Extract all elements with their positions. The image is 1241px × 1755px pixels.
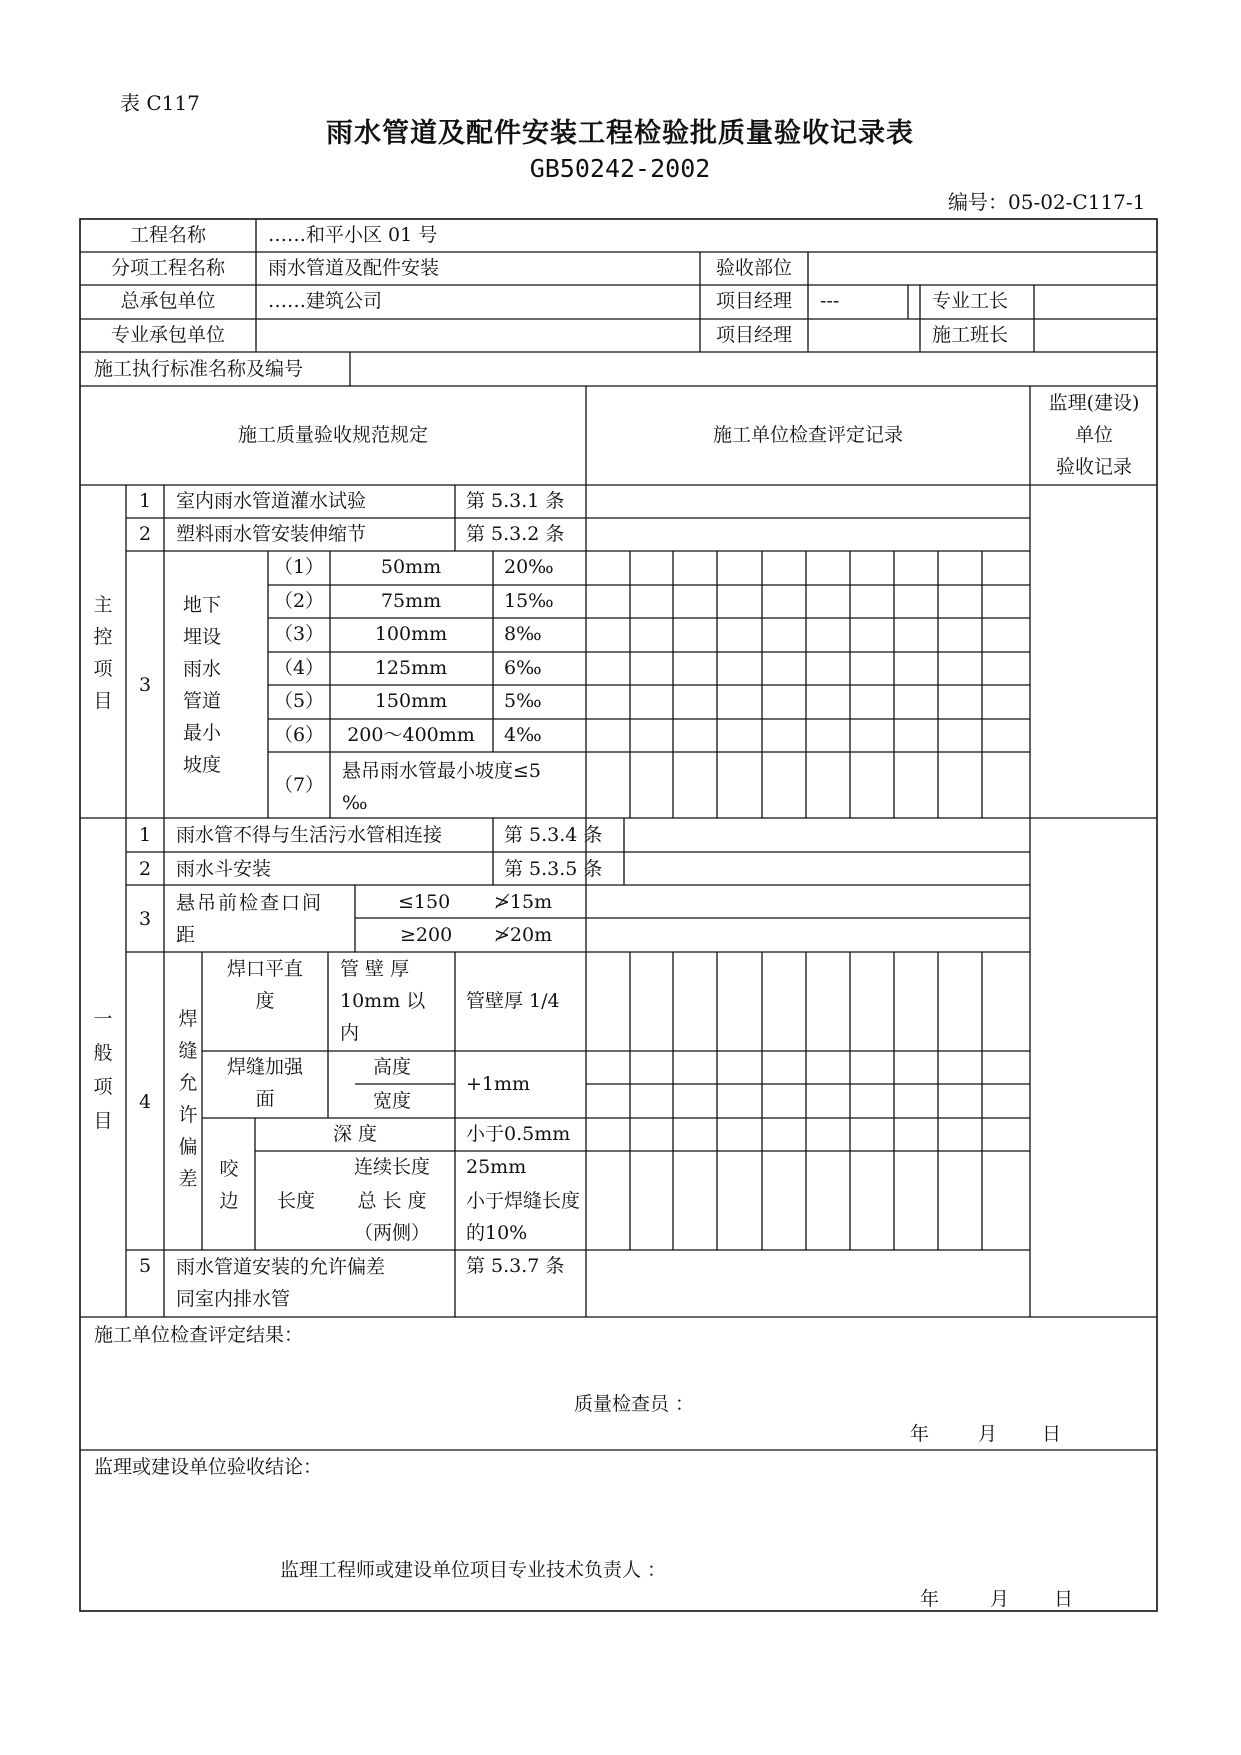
supervision-header-line3: 验收记录 [1055, 456, 1133, 478]
slope-row-size: 150mm [374, 690, 448, 712]
slope-row-size: 125mm [374, 657, 448, 679]
general-item5-no: 5 [138, 1255, 152, 1277]
sub-project-label: 分项工程名称 [110, 257, 226, 279]
general-item3-text-line2: 距 [176, 924, 196, 946]
slope-row-index: （5） [273, 690, 325, 712]
general-item2-clause: 第 5.3.5 条 [504, 858, 603, 880]
spec-column-header: 施工质量验收规范规定 [237, 424, 429, 446]
result-date-day: 日 [1042, 1423, 1062, 1445]
weld-sublabel-1: 焊 [178, 1008, 198, 1030]
slope-row-value: 4‰ [504, 724, 542, 746]
weld-wall-line1: 管 壁 厚 [340, 958, 410, 980]
general-item3-no: 3 [138, 908, 152, 930]
slope-row7-text-line1: 悬吊雨水管最小坡度≤5 [342, 760, 542, 782]
construction-result-label: 施工单位检查评定结果： [94, 1324, 304, 1346]
general-group-label-3: 项 [93, 1076, 113, 1098]
record-column-header: 施工单位检查评定记录 [712, 424, 904, 446]
weld-reinforcement-value: +1mm [466, 1073, 531, 1095]
general-item1-no: 1 [138, 824, 152, 846]
project-manager2-label: 项目经理 [715, 324, 793, 346]
foreman-label: 专业工长 [931, 290, 1009, 312]
sub-project-value: 雨水管道及配件安装 [268, 257, 440, 279]
undercut-length-label: 长度 [276, 1190, 316, 1212]
weld-height-label: 高度 [372, 1056, 412, 1078]
weld-width-label: 宽度 [372, 1090, 412, 1112]
project-manager-value: --- [820, 290, 840, 312]
main-item2-no: 2 [138, 523, 152, 545]
weld-sublabel-2: 缝 [178, 1040, 198, 1062]
slope-row-size: 100mm [374, 623, 448, 645]
main-item3-sublabel-2: 埋设 [182, 626, 222, 648]
slope-row-value: 20‰ [504, 556, 554, 578]
main-item3-no: 3 [138, 674, 152, 696]
main-group-label-1: 主 [93, 594, 113, 616]
slope-row-index: （4） [273, 657, 325, 679]
form-code: 表 C117 [120, 91, 200, 115]
main-group-label-4: 目 [93, 690, 113, 712]
slope-row-value: 6‰ [504, 657, 542, 679]
main-item1-clause: 第 5.3.1 条 [466, 490, 565, 512]
weld-flatness-line2: 度 [255, 990, 275, 1012]
weld-wall-value: 管壁厚 1/4 [466, 990, 560, 1012]
slope-row-size: 75mm [380, 590, 442, 612]
supervision-conclusion-label: 监理或建设单位验收结论： [94, 1456, 323, 1478]
project-manager-label: 项目经理 [715, 290, 793, 312]
undercut-continuous-value: 25mm [466, 1156, 527, 1178]
slope-row-value: 8‰ [504, 623, 542, 645]
general-item5-clause: 第 5.3.7 条 [466, 1255, 565, 1277]
weld-wall-line3: 内 [340, 1022, 360, 1044]
general-group-label-2: 般 [93, 1042, 113, 1064]
general-item1-clause: 第 5.3.4 条 [504, 824, 603, 846]
weld-wall-line2: 10mm 以 [340, 990, 426, 1012]
main-item2-clause: 第 5.3.2 条 [466, 523, 565, 545]
undercut-label-2: 边 [219, 1190, 239, 1212]
team-leader-label: 施工班长 [931, 324, 1009, 346]
general-item4-no: 4 [138, 1091, 152, 1113]
undercut-label-1: 咬 [219, 1158, 239, 1180]
main-group-label-3: 项 [93, 658, 113, 680]
acceptance-part-label: 验收部位 [715, 257, 793, 279]
project-name-value: ……和平小区 01 号 [268, 224, 438, 246]
main-group-label-2: 控 [93, 626, 113, 648]
general-item5-text-line2: 同室内排水管 [176, 1288, 291, 1310]
supervising-engineer-label: 监理工程师或建设单位项目专业技术负责人 ： [280, 1559, 667, 1581]
main-item3-sublabel-1: 地下 [182, 594, 222, 616]
slope-row-index: （1） [273, 556, 325, 578]
slope-row7-index: （7） [273, 774, 325, 796]
general-item3-r2-limit: ≯20m [494, 924, 553, 946]
slope-row7-text-line2: ‰ [342, 792, 368, 814]
slope-row-index: （3） [273, 623, 325, 645]
undercut-depth-label: 深 度 [332, 1123, 378, 1145]
result-date-year: 年 [910, 1423, 930, 1445]
slope-row-value: 15‰ [504, 590, 554, 612]
general-contractor-value: ……建筑公司 [268, 290, 383, 312]
weld-sublabel-5: 偏 [178, 1136, 198, 1158]
weld-reinforcement-line2: 面 [255, 1088, 275, 1110]
weld-reinforcement-line1: 焊缝加强 [226, 1056, 304, 1078]
quality-inspector-label: 质量检查员 ： [574, 1393, 695, 1415]
standard-code: GB50242-2002 [529, 154, 711, 183]
weld-flatness-line1: 焊口平直 [226, 958, 304, 980]
main-item3-sublabel-4: 管道 [182, 690, 222, 712]
general-item3-text-line1: 悬吊前检查口间 [176, 892, 324, 914]
conclusion-date-day: 日 [1054, 1588, 1074, 1610]
main-item1-no: 1 [138, 490, 152, 512]
main-item3-sublabel-3: 雨水 [182, 658, 222, 680]
page-title: 雨水管道及配件安装工程检验批质量验收记录表 [326, 118, 914, 149]
document-number-label: 编号： [948, 190, 1008, 214]
sub-contractor-label: 专业承包单位 [110, 324, 226, 346]
supervision-header-line2: 单位 [1074, 424, 1114, 446]
weld-sublabel-4: 许 [178, 1104, 198, 1126]
weld-sublabel-6: 差 [178, 1168, 198, 1190]
slope-row-size: 50mm [380, 556, 442, 578]
undercut-total-value-2: 的10% [466, 1222, 528, 1244]
undercut-total-line1: 总 长 度 [357, 1190, 427, 1212]
general-group-label-1: 一 [93, 1008, 113, 1030]
main-item1-text: 室内雨水管道灌水试验 [176, 490, 367, 512]
slope-row-index: （2） [273, 590, 325, 612]
general-contractor-label: 总承包单位 [120, 290, 216, 312]
general-item3-r2-spacing: ≥200 [400, 924, 453, 946]
main-item2-text: 塑料雨水管安装伸缩节 [176, 523, 367, 545]
main-item3-sublabel-5: 最小 [182, 722, 222, 744]
result-date-month: 月 [978, 1423, 998, 1445]
general-group-label-4: 目 [93, 1110, 113, 1132]
slope-row-value: 5‰ [504, 690, 542, 712]
project-name-label: 工程名称 [129, 224, 207, 246]
general-item2-no: 2 [138, 858, 152, 880]
conclusion-date-month: 月 [990, 1588, 1010, 1610]
general-item3-r1-spacing: ≤150 [398, 891, 451, 913]
supervision-header-line1: 监理(建设) [1048, 392, 1140, 414]
slope-row-index: （6） [273, 724, 325, 746]
general-item1-text: 雨水管不得与生活污水管相连接 [176, 824, 443, 846]
main-item3-sublabel-6: 坡度 [182, 754, 222, 776]
general-item3-r1-limit: ≯15m [494, 891, 553, 913]
standard-label: 施工执行标准名称及编号 [94, 358, 304, 380]
undercut-continuous-label: 连续长度 [353, 1156, 431, 1178]
slope-row-size: 200～400mm [347, 724, 475, 746]
weld-sublabel-3: 允 [178, 1072, 198, 1094]
undercut-total-value-1: 小于焊缝长度 [466, 1190, 581, 1212]
document-number-value: 05-02-C117-1 [1008, 190, 1146, 214]
general-item5-text-line1: 雨水管道安装的允许偏差 [176, 1256, 386, 1278]
undercut-total-line2: （两侧） [353, 1222, 431, 1244]
general-item2-text: 雨水斗安装 [176, 858, 272, 880]
undercut-depth-value: 小于0.5mm [466, 1123, 571, 1145]
conclusion-date-year: 年 [920, 1588, 940, 1610]
